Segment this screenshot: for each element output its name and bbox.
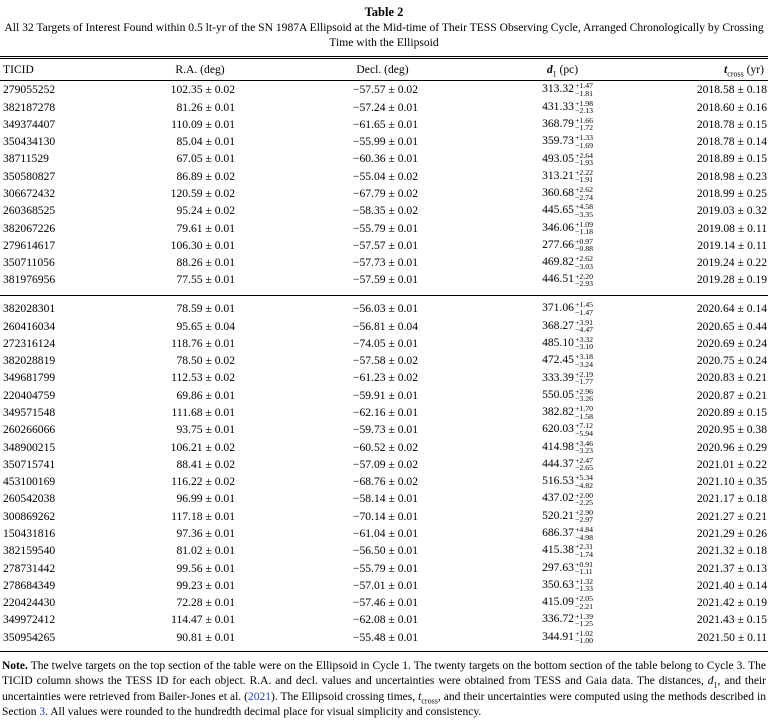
cell-ra: 99.56 ± 0.01 bbox=[176, 561, 235, 575]
cell-ra: 85.04 ± 0.01 bbox=[176, 135, 235, 149]
cell-ticid: 453100169 bbox=[3, 475, 56, 489]
note-segment: t bbox=[418, 690, 422, 703]
cell-d1: 431.33 +1.98 −2.13 bbox=[542, 98, 593, 116]
table-header-row bbox=[0, 59, 768, 81]
cell-ra: 116.22 ± 0.02 bbox=[171, 475, 235, 489]
note-segment: 1 bbox=[713, 680, 718, 690]
table-row bbox=[0, 456, 768, 473]
table-row bbox=[0, 629, 768, 652]
cell-decl: −61.04 ± 0.01 bbox=[352, 526, 418, 540]
column-header-decl: Decl. (deg) bbox=[305, 59, 460, 81]
cell-decl: −60.52 ± 0.02 bbox=[352, 440, 418, 454]
d1-uncertainty-stack: +3.18 −3.24 bbox=[574, 352, 593, 369]
cell-ra: 96.99 ± 0.01 bbox=[176, 492, 235, 506]
cell-ra: 90.81 ± 0.01 bbox=[95, 629, 305, 652]
d1-uncertainty-stack: +1.09 −1.18 bbox=[574, 219, 593, 237]
cell-tcross: 2020.69 ± 0.24 bbox=[696, 336, 767, 350]
cell-tcross: 2021.40 ± 0.14 bbox=[696, 578, 767, 592]
cell-ticid: 350711056 bbox=[3, 256, 55, 270]
cell-ra: 95.24 ± 0.02 bbox=[176, 204, 235, 218]
d1-uncertainty-stack: +1.70 −1.58 bbox=[574, 404, 593, 421]
cell-ticid: 381976956 bbox=[3, 273, 56, 287]
cell-tcross: 2021.37 ± 0.13 bbox=[696, 561, 767, 575]
note-segment: cross bbox=[421, 696, 438, 706]
d1-uncertainty-stack: +3.32 −3.10 bbox=[574, 335, 593, 352]
table-row bbox=[0, 594, 768, 611]
d1-uncertainty-stack: +2.20 −2.93 bbox=[574, 271, 593, 288]
cell-tcross: 2018.78 ± 0.15 bbox=[696, 117, 767, 131]
cell-d1: 346.06 +1.09 −1.18 bbox=[542, 219, 593, 237]
table-row bbox=[0, 352, 768, 369]
cell-d1: 360.68 +2.62 −2.74 bbox=[542, 185, 593, 202]
cell-ra: 88.26 ± 0.01 bbox=[176, 256, 235, 270]
cell-decl: −60.36 ± 0.01 bbox=[352, 152, 418, 166]
table-row bbox=[0, 81, 768, 99]
cell-d1: 415.38 +2.31 −1.74 bbox=[542, 542, 593, 559]
table-number-title: Table 2 bbox=[364, 5, 404, 19]
cell-d1: 344.91 +1.02 −1.00 bbox=[460, 629, 665, 652]
cell-ra: 81.26 ± 0.01 bbox=[176, 100, 235, 114]
cell-decl: −56.81 ± 0.04 bbox=[352, 319, 418, 333]
cell-decl: −55.04 ± 0.02 bbox=[352, 169, 418, 183]
cell-tcross: 2018.60 ± 0.16 bbox=[696, 100, 767, 114]
cell-ticid: 220404759 bbox=[3, 388, 56, 402]
cell-ticid: 382028301 bbox=[0, 296, 95, 318]
cell-tcross: 2020.83 ± 0.21 bbox=[696, 371, 767, 385]
cell-tcross: 2021.42 ± 0.19 bbox=[696, 596, 767, 610]
cell-decl: −68.76 ± 0.02 bbox=[352, 475, 418, 489]
note-segment: ). The Ellipsoid crossing times, bbox=[271, 690, 419, 703]
cell-ra: 77.55 ± 0.01 bbox=[176, 273, 235, 287]
cell-tcross: 2018.78 ± 0.14 bbox=[696, 135, 767, 149]
table-row bbox=[0, 271, 768, 296]
table-row bbox=[0, 168, 768, 185]
d1-uncertainty-stack: +4.58 −3.35 bbox=[574, 202, 593, 219]
table-row bbox=[0, 611, 768, 628]
column-header-d1: $d_1$ (pc) bbox=[460, 59, 665, 81]
cell-ra: 117.18 ± 0.01 bbox=[171, 509, 235, 523]
table-row bbox=[0, 438, 768, 455]
cell-ra: 112.53 ± 0.02 bbox=[171, 371, 235, 385]
cell-decl: −57.24 ± 0.01 bbox=[352, 100, 418, 114]
cell-d1: 493.05 +2.64 −1.93 bbox=[542, 150, 593, 167]
cell-tcross: 2020.96 ± 0.29 bbox=[696, 440, 767, 454]
cell-tcross: 2021.43 ± 0.15 bbox=[696, 613, 767, 627]
cell-ticid: 306672432 bbox=[3, 187, 56, 201]
cell-ra: 106.30 ± 0.01 bbox=[170, 238, 235, 252]
cell-ra: 81.02 ± 0.01 bbox=[176, 544, 235, 558]
d1-uncertainty-stack: +2.05 −2.21 bbox=[574, 594, 593, 611]
cell-ticid: 260266066 bbox=[3, 423, 56, 437]
cell-ticid: 260542038 bbox=[3, 492, 56, 506]
cell-d1: 437.02 +2.00 −2.25 bbox=[542, 490, 593, 507]
d1-uncertainty-stack: +1.66 −1.72 bbox=[574, 116, 593, 133]
note-segment: , and their uncertainties were retrieved from Bailer-Jones et al. ( bbox=[2, 675, 766, 703]
table-caption: All 32 Targets of Interest Found within 0.5 lt-yr of the SN 1987A Ellipsoid at the Mid-time of Their TESS Observing Cycle, Arranged Chronologically by Crossing Time with the Ellipsoid bbox=[4, 21, 764, 49]
cell-d1: 444.37 +2.47 −2.65 bbox=[542, 456, 593, 473]
d1-uncertainty-stack: +2.22 −1.91 bbox=[574, 167, 593, 185]
note-segment: Note. bbox=[2, 659, 28, 672]
cell-ticid: 279614617 bbox=[3, 238, 56, 252]
cell-tcross: 2018.99 ± 0.25 bbox=[696, 187, 767, 201]
cell-ticid: 382067226 bbox=[3, 221, 56, 235]
cell-decl: −59.73 ± 0.01 bbox=[352, 423, 418, 437]
cell-ra: 88.41 ± 0.02 bbox=[176, 457, 235, 471]
cell-ticid: 350954265 bbox=[0, 629, 95, 652]
cell-d1: 359.73 +1.33 −1.69 bbox=[542, 133, 593, 150]
cell-decl: −74.05 ± 0.01 bbox=[352, 336, 418, 350]
cell-ra: 79.61 ± 0.01 bbox=[176, 221, 235, 235]
cell-ticid: 349972412 bbox=[3, 613, 56, 627]
cell-ticid: 350715741 bbox=[3, 457, 56, 471]
table-row bbox=[0, 116, 768, 133]
cell-decl: −59.91 ± 0.01 bbox=[352, 388, 418, 402]
cell-d1: 550.05 +2.96 −3.26 bbox=[542, 386, 593, 404]
cell-decl: −61.65 ± 0.01 bbox=[352, 117, 418, 131]
cell-ra: 110.09 ± 0.01 bbox=[171, 117, 235, 131]
cell-ra: 102.35 ± 0.02 bbox=[170, 83, 235, 97]
table-section-2 bbox=[0, 296, 768, 651]
column-header-ticid: TICID bbox=[0, 59, 95, 81]
note-link[interactable]: 2021 bbox=[248, 690, 271, 703]
cell-decl: −57.57 ± 0.02 bbox=[352, 83, 418, 97]
cell-ticid: 348900215 bbox=[3, 440, 56, 454]
cell-ticid: 279055252 bbox=[3, 83, 56, 97]
cell-ra: 114.47 ± 0.01 bbox=[171, 613, 235, 627]
cell-d1: 368.27 +3.91 −4.47 bbox=[542, 317, 593, 335]
cell-d1: 368.79 +1.66 −1.72 bbox=[542, 116, 593, 133]
cell-tcross: 2018.58 ± 0.18 bbox=[696, 83, 767, 97]
cell-tcross: 2020.87 ± 0.21 bbox=[696, 388, 767, 402]
table-row bbox=[0, 133, 768, 150]
table-row bbox=[0, 254, 768, 271]
cell-d1: 414.98 +3.46 −3.23 bbox=[542, 438, 593, 456]
cell-ticid: 350434130 bbox=[3, 135, 56, 149]
table-row bbox=[0, 202, 768, 219]
cell-tcross: 2020.64 ± 0.14 bbox=[665, 296, 768, 318]
note-link[interactable]: 3 bbox=[39, 706, 46, 719]
cell-decl: −57.58 ± 0.02 bbox=[352, 354, 418, 368]
cell-tcross: 2021.10 ± 0.35 bbox=[696, 475, 767, 489]
cell-d1: 371.06 +1.45 −1.47 bbox=[460, 296, 665, 318]
d1-uncertainty-stack: +1.33 −1.69 bbox=[574, 133, 593, 150]
cell-ra: 95.65 ± 0.04 bbox=[176, 319, 235, 333]
cell-ticid: 278684349 bbox=[3, 578, 56, 592]
d1-uncertainty-stack: +2.90 −2.97 bbox=[574, 507, 593, 525]
table-row bbox=[0, 577, 768, 594]
cell-decl: −57.73 ± 0.01 bbox=[352, 256, 418, 270]
table-row bbox=[0, 404, 768, 421]
d1-uncertainty-stack: +2.96 −3.26 bbox=[574, 386, 593, 404]
d1-uncertainty-stack: +3.46 −3.23 bbox=[574, 438, 593, 456]
d1-uncertainty-stack: +2.31 −1.74 bbox=[574, 542, 593, 559]
d1-uncertainty-stack: +2.00 −2.25 bbox=[574, 490, 593, 507]
note-segment: , and their uncertainties were computed using the methods described in Section bbox=[2, 690, 766, 719]
cell-d1: 297.63 +0.91 −1.11 bbox=[542, 559, 593, 577]
cell-decl: −57.46 ± 0.01 bbox=[352, 596, 418, 610]
note-segment: . All values were rounded to the hundredth decimal place for visual simplicity and consistency. bbox=[45, 706, 482, 719]
d1-uncertainty-stack: +4.84 −4.98 bbox=[574, 525, 593, 542]
cell-ticid: 38711529 bbox=[3, 152, 49, 166]
cell-ticid: 349681799 bbox=[3, 371, 56, 385]
table-row bbox=[0, 490, 768, 507]
column-header-ra: R.A. (deg) bbox=[95, 59, 305, 81]
table-row bbox=[0, 421, 768, 438]
cell-tcross: 2019.14 ± 0.11 bbox=[697, 238, 767, 252]
d1-uncertainty-stack: +1.02 −1.00 bbox=[574, 628, 593, 646]
table-row bbox=[0, 369, 768, 386]
cell-d1: 333.39 +2.19 −1.77 bbox=[542, 369, 593, 386]
cell-tcross: 2021.32 ± 0.18 bbox=[696, 544, 767, 558]
cell-ra: 86.89 ± 0.02 bbox=[176, 169, 235, 183]
cell-tcross: 2018.98 ± 0.23 bbox=[696, 169, 767, 183]
cell-ra: 106.21 ± 0.02 bbox=[170, 440, 235, 454]
cell-ticid: 220424430 bbox=[3, 596, 56, 610]
cell-d1: 277.66 +0.97 −0.88 bbox=[542, 237, 593, 254]
d1-uncertainty-stack: +7.12 −5.94 bbox=[574, 421, 593, 438]
cell-tcross: 2019.03 ± 0.32 bbox=[696, 204, 767, 218]
cell-tcross: 2018.89 ± 0.15 bbox=[696, 152, 767, 166]
cell-decl: −56.03 ± 0.01 bbox=[305, 296, 460, 318]
cell-decl: −62.16 ± 0.01 bbox=[352, 406, 418, 420]
cell-d1: 382.82 +1.70 −1.58 bbox=[542, 404, 593, 421]
cell-ticid: 300869262 bbox=[3, 509, 56, 523]
cell-decl: −57.59 ± 0.01 bbox=[352, 273, 418, 287]
table-row bbox=[0, 525, 768, 542]
cell-decl: −70.14 ± 0.01 bbox=[352, 509, 418, 523]
cell-ra: 67.05 ± 0.01 bbox=[176, 152, 235, 166]
cell-tcross: 2020.65 ± 0.44 bbox=[696, 319, 767, 333]
cell-ticid: 382159540 bbox=[3, 544, 56, 558]
cell-tcross: 2019.08 ± 0.11 bbox=[697, 221, 767, 235]
cell-ticid: 278731442 bbox=[3, 561, 56, 575]
cell-d1: 313.32 +1.47 −1.81 bbox=[542, 81, 593, 98]
cell-ra: 99.23 ± 0.01 bbox=[176, 578, 235, 592]
cell-ra: 97.36 ± 0.01 bbox=[176, 526, 235, 540]
cell-d1: 516.53 +5.34 −4.82 bbox=[542, 473, 593, 490]
note-segment: The twelve targets on the top section of the table were on the Ellipsoid in Cycle 1. The twenty targets on the bottom section of the table belong to Cycle 3. The TICID column shows the TESS ID for each object. R.A. and decl. values and uncertainties were obtained from TESS and Gaia data. The distances, bbox=[2, 659, 766, 688]
cell-decl: −58.14 ± 0.01 bbox=[352, 492, 418, 506]
cell-tcross: 2019.24 ± 0.22 bbox=[696, 256, 767, 270]
table-row bbox=[0, 559, 768, 576]
d1-uncertainty-stack: +1.47 −1.81 bbox=[574, 81, 593, 98]
cell-tcross: 2021.17 ± 0.18 bbox=[696, 492, 767, 506]
cell-ticid: 350580827 bbox=[3, 169, 56, 183]
table-row bbox=[0, 237, 768, 254]
cell-tcross: 2021.01 ± 0.22 bbox=[696, 457, 767, 471]
d1-uncertainty-stack: +5.34 −4.82 bbox=[574, 473, 593, 490]
cell-d1: 446.51 +2.20 −2.93 bbox=[542, 271, 593, 288]
cell-tcross: 2019.28 ± 0.19 bbox=[696, 273, 767, 287]
cell-ticid: 260368525 bbox=[3, 204, 56, 218]
cell-d1: 485.10 +3.32 −3.10 bbox=[542, 335, 593, 352]
cell-ra: 111.68 ± 0.01 bbox=[171, 406, 235, 420]
cell-d1: 336.72 +1.39 −1.25 bbox=[542, 611, 593, 628]
table-row bbox=[0, 508, 768, 525]
table-row bbox=[0, 387, 768, 404]
cell-tcross: 2021.50 ± 0.11 bbox=[665, 629, 768, 652]
cell-decl: −55.79 ± 0.01 bbox=[352, 221, 418, 235]
d1-uncertainty-stack: +2.62 −3.03 bbox=[574, 254, 593, 271]
cell-decl: −57.01 ± 0.01 bbox=[352, 578, 418, 592]
cell-decl: −55.48 ± 0.01 bbox=[305, 629, 460, 652]
cell-d1: 472.45 +3.18 −3.24 bbox=[542, 352, 593, 369]
cell-d1: 520.21 +2.90 −2.97 bbox=[542, 507, 593, 525]
table-row bbox=[0, 542, 768, 559]
cell-ticid: 272316124 bbox=[3, 336, 56, 350]
d1-uncertainty-stack: +2.19 −1.77 bbox=[574, 369, 593, 386]
cell-ra: 69.86 ± 0.01 bbox=[176, 388, 235, 402]
d1-uncertainty-stack: +1.45 −1.47 bbox=[574, 300, 593, 317]
cell-ticid: 260416034 bbox=[3, 319, 56, 333]
table-row bbox=[0, 335, 768, 352]
cell-ra: 78.50 ± 0.02 bbox=[176, 354, 235, 368]
cell-d1: 350.63 +1.32 −1.33 bbox=[542, 576, 593, 594]
cell-ra: 93.75 ± 0.01 bbox=[176, 423, 235, 437]
d1-uncertainty-stack: +2.64 −1.93 bbox=[574, 150, 593, 167]
targets-table bbox=[0, 59, 768, 651]
cell-decl: −67.79 ± 0.02 bbox=[352, 187, 418, 201]
cell-d1: 313.21 +2.22 −1.91 bbox=[542, 167, 593, 185]
cell-decl: −57.57 ± 0.01 bbox=[352, 238, 418, 252]
cell-d1: 469.82 +2.62 −3.03 bbox=[542, 254, 593, 271]
cell-d1: 686.37 +4.84 −4.98 bbox=[542, 525, 593, 542]
table-row bbox=[0, 317, 768, 334]
table-row bbox=[0, 185, 768, 202]
table-section-1 bbox=[0, 81, 768, 296]
d1-uncertainty-stack: +2.47 −2.65 bbox=[574, 456, 593, 473]
cell-tcross: 2020.89 ± 0.15 bbox=[696, 406, 767, 420]
cell-decl: −56.50 ± 0.01 bbox=[352, 544, 418, 558]
cell-decl: −55.99 ± 0.01 bbox=[352, 135, 418, 149]
table-row bbox=[0, 150, 768, 167]
cell-d1: 620.03 +7.12 −5.94 bbox=[542, 421, 593, 438]
cell-tcross: 2021.29 ± 0.26 bbox=[696, 526, 767, 540]
cell-ticid: 150431816 bbox=[3, 526, 56, 540]
d1-uncertainty-stack: +1.32 −1.33 bbox=[574, 576, 593, 594]
d1-uncertainty-stack: +3.91 −4.47 bbox=[574, 317, 593, 335]
cell-decl: −62.08 ± 0.01 bbox=[352, 613, 418, 627]
cell-tcross: 2021.27 ± 0.21 bbox=[696, 509, 767, 523]
cell-ticid: 349571548 bbox=[3, 406, 56, 420]
cell-d1: 415.09 +2.05 −2.21 bbox=[542, 594, 593, 611]
table-row bbox=[0, 219, 768, 236]
cell-ra: 72.28 ± 0.01 bbox=[176, 596, 235, 610]
cell-ticid: 349374407 bbox=[3, 117, 56, 131]
cell-decl: −61.23 ± 0.02 bbox=[352, 371, 418, 385]
cell-decl: −57.09 ± 0.02 bbox=[352, 457, 418, 471]
cell-decl: −55.79 ± 0.01 bbox=[352, 561, 418, 575]
cell-ticid: 382187278 bbox=[3, 100, 56, 114]
table-row bbox=[0, 296, 768, 318]
d1-uncertainty-stack: +0.91 −1.11 bbox=[574, 559, 593, 577]
d1-uncertainty-stack: +2.62 −2.74 bbox=[574, 185, 593, 202]
note-segment: d bbox=[707, 675, 714, 688]
d1-uncertainty-stack: +0.97 −0.88 bbox=[574, 237, 593, 254]
cell-ticid: 382028819 bbox=[3, 354, 56, 368]
cell-ra: 120.59 ± 0.02 bbox=[170, 187, 235, 201]
column-header-tcross: $t_{cross}$ (yr) bbox=[665, 59, 768, 81]
cell-tcross: 2020.95 ± 0.38 bbox=[696, 423, 767, 437]
table-note bbox=[0, 659, 768, 721]
d1-uncertainty-stack: +1.39 −1.25 bbox=[574, 611, 593, 628]
cell-tcross: 2020.75 ± 0.24 bbox=[696, 354, 767, 368]
table-row bbox=[0, 473, 768, 490]
cell-decl: −58.35 ± 0.02 bbox=[352, 204, 418, 218]
cell-d1: 445.65 +4.58 −3.35 bbox=[542, 202, 593, 219]
cell-ra: 78.59 ± 0.01 bbox=[95, 296, 305, 318]
d1-uncertainty-stack: +1.98 −2.13 bbox=[574, 98, 593, 116]
cell-ra: 118.76 ± 0.01 bbox=[171, 336, 235, 350]
table-row bbox=[0, 98, 768, 115]
